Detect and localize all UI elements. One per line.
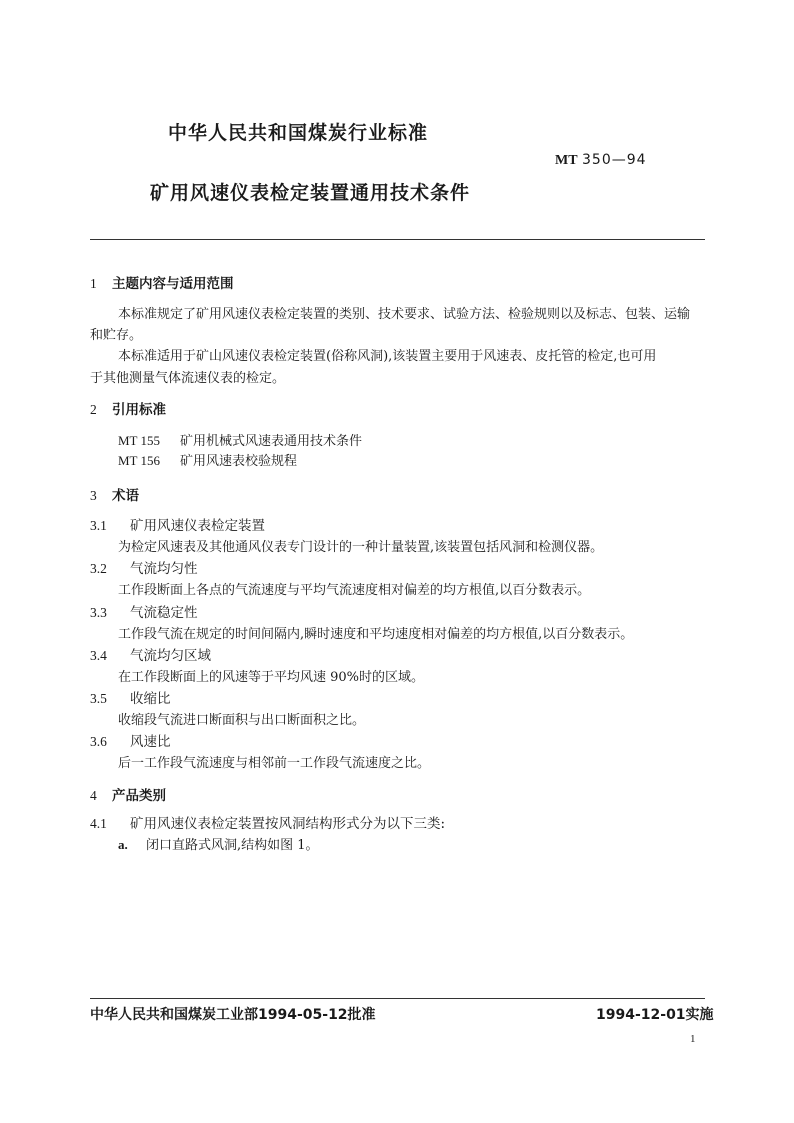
term-definition: 在工作段断面上的风速等于平均风速 90%时的区域。 <box>118 670 425 685</box>
section-3-heading <box>90 484 139 504</box>
section-1-paragraph-2-line-1: 本标准适用于矿山风速仪表检定装置(俗称风洞),该装置主要用于风速表、皮托管的检定,也可用 <box>118 349 657 364</box>
section-number: 4 <box>90 788 97 803</box>
term-number: 3.2 <box>90 561 107 576</box>
reference-name: 矿用风速表校验规程 <box>180 454 298 469</box>
section-number: 1 <box>90 276 97 291</box>
subsection-text: 矿用风速仪表检定装置按风洞结构形式分为以下三类: <box>130 816 446 832</box>
term-number: 3.3 <box>90 605 107 620</box>
section-title: 产品类别 <box>112 788 166 804</box>
document-title: 矿用风速仪表检定装置通用技术条件 <box>150 182 471 204</box>
reference-item <box>118 450 297 469</box>
term-name: 矿用风速仪表检定装置 <box>130 518 265 534</box>
section-1-heading <box>90 272 234 292</box>
list-item <box>118 834 319 853</box>
term-heading <box>90 601 198 621</box>
standard-code-number: 350—94 <box>582 152 647 168</box>
term-definition: 后一工作段气流速度与相邻前一工作段气流速度之比。 <box>118 756 431 771</box>
section-number: 2 <box>90 402 97 417</box>
reference-code: MT 156 <box>118 453 161 468</box>
term-number: 3.5 <box>90 691 107 706</box>
term-definition: 收缩段气流进口断面积与出口断面积之比。 <box>118 713 366 728</box>
term-heading <box>90 730 171 750</box>
subsection-4-1 <box>90 812 445 832</box>
term-name: 风速比 <box>130 734 171 750</box>
term-heading <box>90 514 265 534</box>
standard-code <box>555 152 647 169</box>
term-heading <box>90 687 171 707</box>
section-title: 主题内容与适用范围 <box>112 276 234 292</box>
section-1-paragraph-2-line-2: 于其他测量气体流速仪表的检定。 <box>90 371 286 386</box>
implementation-date: 1994-12-01实施 <box>596 1007 714 1023</box>
subsection-number: 4.1 <box>90 816 107 831</box>
header-divider <box>90 239 705 240</box>
term-definition: 为检定风速表及其他通风仪表专门设计的一种计量装置,该装置包括风洞和检测仪器。 <box>118 540 604 555</box>
term-name: 气流均匀区域 <box>130 648 211 664</box>
term-heading <box>90 644 211 664</box>
term-heading <box>90 557 198 577</box>
list-item-label: a. <box>118 837 128 852</box>
footer-divider <box>90 998 705 999</box>
reference-code: MT 155 <box>118 433 161 448</box>
term-definition: 工作段断面上各点的气流速度与平均气流速度相对偏差的均方根值,以百分数表示。 <box>118 583 591 598</box>
section-1-paragraph-1-line-1: 本标准规定了矿用风速仪表检定装置的类别、技术要求、试验方法、检验规则以及标志、包装、运输 <box>118 307 691 322</box>
term-name: 气流稳定性 <box>130 605 198 621</box>
term-name: 气流均匀性 <box>130 561 198 577</box>
term-number: 3.4 <box>90 648 107 663</box>
list-item-text: 闭口直路式风洞,结构如图 1。 <box>146 838 319 853</box>
page-number: 1 <box>690 1033 696 1045</box>
term-definition: 工作段气流在规定的时间间隔内,瞬时速度和平均速度相对偏差的均方根值,以百分数表示。 <box>118 627 634 642</box>
reference-item <box>118 430 362 449</box>
standard-code-prefix: MT <box>555 153 578 168</box>
section-2-heading <box>90 398 166 418</box>
section-1-paragraph-1-line-2: 和贮存。 <box>90 328 143 343</box>
section-title: 引用标准 <box>112 402 166 418</box>
term-number: 3.1 <box>90 518 107 533</box>
section-4-heading <box>90 784 166 804</box>
term-number: 3.6 <box>90 734 107 749</box>
reference-name: 矿用机械式风速表通用技术条件 <box>180 434 363 449</box>
section-title: 术语 <box>112 488 139 504</box>
section-number: 3 <box>90 488 97 503</box>
term-name: 收缩比 <box>130 691 171 707</box>
approval-date: 中华人民共和国煤炭工业部1994-05-12批准 <box>90 1007 376 1023</box>
standard-organization-title: 中华人民共和国煤炭行业标准 <box>168 122 429 144</box>
